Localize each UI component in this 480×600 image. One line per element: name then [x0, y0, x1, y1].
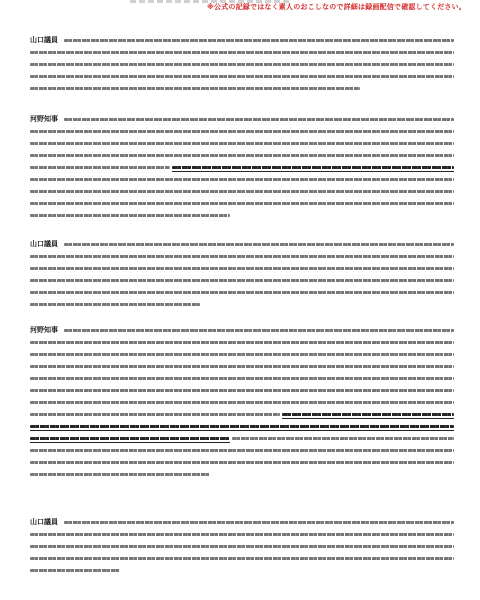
text-line — [30, 533, 454, 536]
speaker-name: 河野知事 — [30, 115, 58, 123]
emphasis-underline — [30, 430, 454, 431]
speaker-name: 河野知事 — [30, 326, 58, 334]
text-line — [30, 190, 454, 193]
emphasized-text-line — [282, 413, 454, 416]
text-line — [30, 341, 454, 344]
text-line — [30, 142, 454, 145]
text-line — [64, 243, 454, 246]
emphasis-underline — [282, 418, 454, 419]
text-line — [30, 377, 454, 380]
emphasized-text-line — [172, 166, 454, 169]
text-line — [30, 473, 210, 476]
text-line — [30, 87, 360, 90]
text-line — [64, 118, 454, 121]
text-line — [64, 521, 454, 524]
text-line — [30, 63, 454, 66]
speaker-name: 山口議員 — [30, 518, 58, 526]
text-line — [30, 353, 454, 356]
text-line — [30, 545, 454, 548]
text-line — [232, 437, 454, 440]
emphasized-text-line — [30, 437, 230, 440]
text-line — [30, 214, 230, 217]
text-line — [30, 401, 454, 404]
paragraph-2 — [30, 115, 454, 225]
disclaimer-notice: ※公式の記録ではなく素人のおこしなので詳細は録画配信で確認してください。 — [206, 3, 466, 11]
paragraph-3 — [30, 240, 454, 312]
text-line — [30, 389, 454, 392]
paragraph-5 — [30, 518, 454, 578]
emphasized-text-line — [30, 425, 454, 428]
text-line — [30, 267, 454, 270]
text-line — [30, 413, 280, 416]
text-line — [64, 329, 454, 332]
text-line — [30, 166, 170, 169]
text-line — [30, 365, 454, 368]
text-line — [30, 51, 454, 54]
text-line — [30, 279, 454, 282]
text-line — [30, 461, 454, 464]
emphasis-underline — [172, 171, 454, 172]
text-line — [30, 303, 200, 306]
text-line — [64, 39, 454, 42]
speaker-name: 山口議員 — [30, 36, 58, 44]
paragraph-1 — [30, 36, 454, 96]
speaker-name: 山口議員 — [30, 240, 58, 248]
text-line — [30, 154, 454, 157]
text-line — [30, 130, 454, 133]
text-line — [30, 75, 454, 78]
emphasis-underline — [30, 442, 230, 443]
text-line — [30, 202, 454, 205]
paragraph-4 — [30, 326, 454, 472]
text-line — [30, 557, 454, 560]
text-line — [30, 291, 454, 294]
text-line — [30, 255, 454, 258]
text-line — [30, 569, 120, 572]
text-line — [30, 449, 454, 452]
text-line — [30, 178, 454, 181]
